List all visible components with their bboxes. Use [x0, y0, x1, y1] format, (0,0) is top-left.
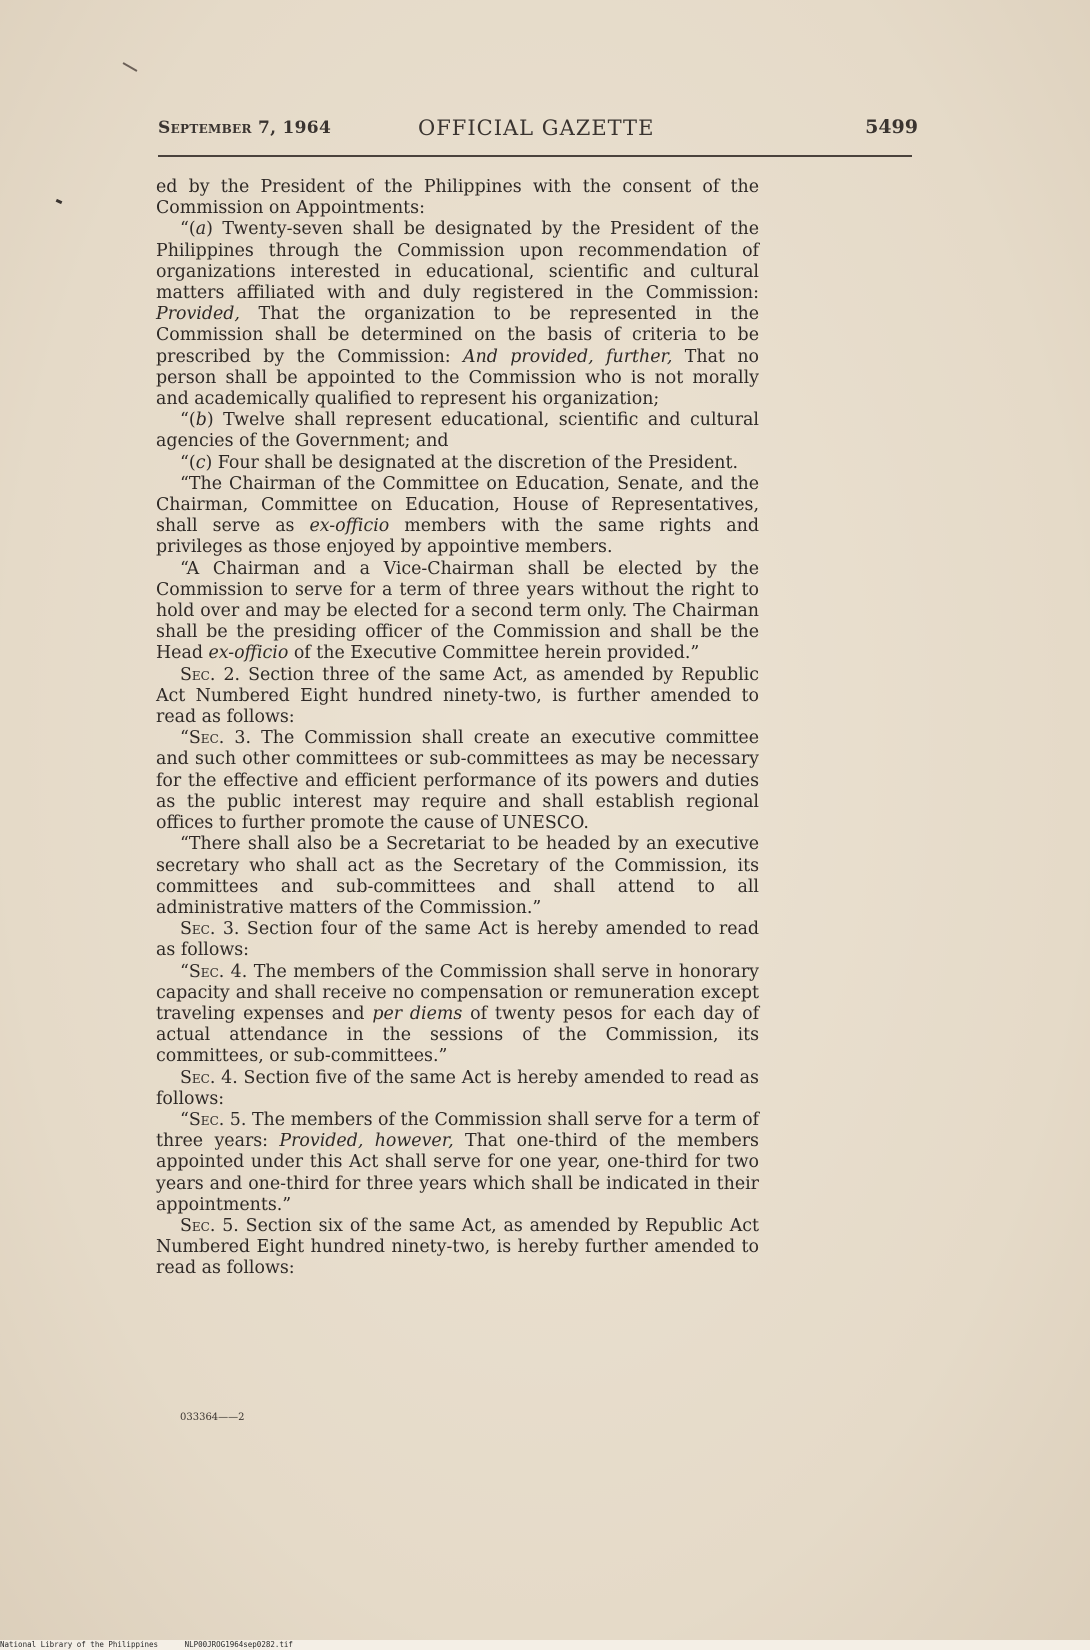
page-header: [158, 116, 918, 146]
paragraph: Sec. 2. Section three of the same Act, as amended by Republic Act Numbered Eight hundred ninety-two, is further amended to read as follows:: [156, 664, 759, 728]
print-code: 033364——2: [180, 1412, 245, 1423]
body-text: [156, 177, 759, 1280]
paragraph: “The Chairman of the Committee on Education, Senate, and the Chairman, Committee on Education, House of Representatives, shall serve as ex-officio members with the same rights and privileges as those enjoyed by appointive members.: [156, 473, 759, 558]
paragraph: “Sec. 3. The Commission shall create an executive committee and such other committees or sub-committees as may be necessary for the effective and efficient performance of its powers and duties as the public interest may require and shall establish regional offices to further promote the cause of UNESCO.: [156, 728, 759, 834]
paragraph: Sec. 5. Section six of the same Act, as amended by Republic Act Numbered Eight hundred ninety-two, is hereby further amended to read as follows:: [156, 1215, 759, 1279]
paragraph: “(c) Four shall be designated at the discretion of the President.: [180, 452, 739, 473]
scan-footer: [0, 1640, 1090, 1650]
paragraph: “(b) Twelve shall represent educational, scientific and cultural agencies of the Government; and: [156, 410, 759, 452]
ink-mark: [56, 199, 63, 204]
section-label: Sec. 5.: [188, 1109, 247, 1130]
section-label: Sec. 4.: [188, 961, 248, 982]
section-label: Sec. 2.: [180, 664, 241, 685]
paragraph: “(a) Twenty-seven shall be designated by the President of the Philippines through the Commission upon recommendation of organizations interested in educational, scientific and cultural matters affiliated with and duly registered in the Commission: Provided, That the organization to be represented in the Commission shall be determined on the basis of criteria to be prescribed by the Commission: And provided, further, That no person shall be appointed to the Commission who is not morally and academically qualified to represent his organization;: [156, 219, 759, 410]
ink-mark: [123, 62, 138, 72]
paragraph: “A Chairman and a Vice-Chairman shall be elected by the Commission to serve for a term of three years without the right to hold over and may be elected for a second term only. The Chairman shall be the presiding officer of the Commission and shall be the Head ex-officio of the Executive Committee herein provided.”: [156, 558, 759, 664]
paragraph: “Sec. 5. The members of the Commission shall serve for a term of three years: Provided, however, That one-third of the members appointed under this Act shall serve for one year, one-third for two years and one-third for three years which shall be indicated in their appointments.”: [156, 1109, 759, 1215]
scan-filename: NLP00JROG1964sep0282.tif: [184, 1640, 293, 1649]
section-label: Sec. 3.: [188, 728, 252, 749]
section-label: Sec. 3.: [180, 919, 240, 940]
section-label: Sec. 5.: [180, 1215, 239, 1236]
paragraph: “There shall also be a Secretariat to be headed by an executive secretary who shall act as the Secretary of the Commission, its committees and sub-committees and shall attend to all administrative matters of the Commission.”: [156, 834, 759, 918]
paragraph: ed by the President of the Philippines with the consent of the Commission on Appointments:: [156, 177, 759, 219]
header-rule: [158, 155, 912, 157]
section-label: Sec. 4.: [180, 1067, 238, 1088]
paragraph: Sec. 3. Section four of the same Act is hereby amended to read as follows:: [156, 919, 759, 961]
header-title: OFFICIAL GAZETTE: [418, 116, 655, 140]
header-date: September 7, 1964: [158, 118, 332, 138]
paragraph: “Sec. 4. The members of the Commission shall serve in honorary capacity and shall receive no compensation or remuneration except traveling expenses and per diems of twenty pesos for each day of actual attendance in the sessions of the Commission, its committees, or sub-committees.”: [156, 961, 760, 1067]
paragraph: Sec. 4. Section five of the same Act is hereby amended to read as follows:: [156, 1067, 759, 1109]
library-name: National Library of the Philippines: [0, 1640, 159, 1649]
page-number: 5499: [865, 116, 918, 138]
